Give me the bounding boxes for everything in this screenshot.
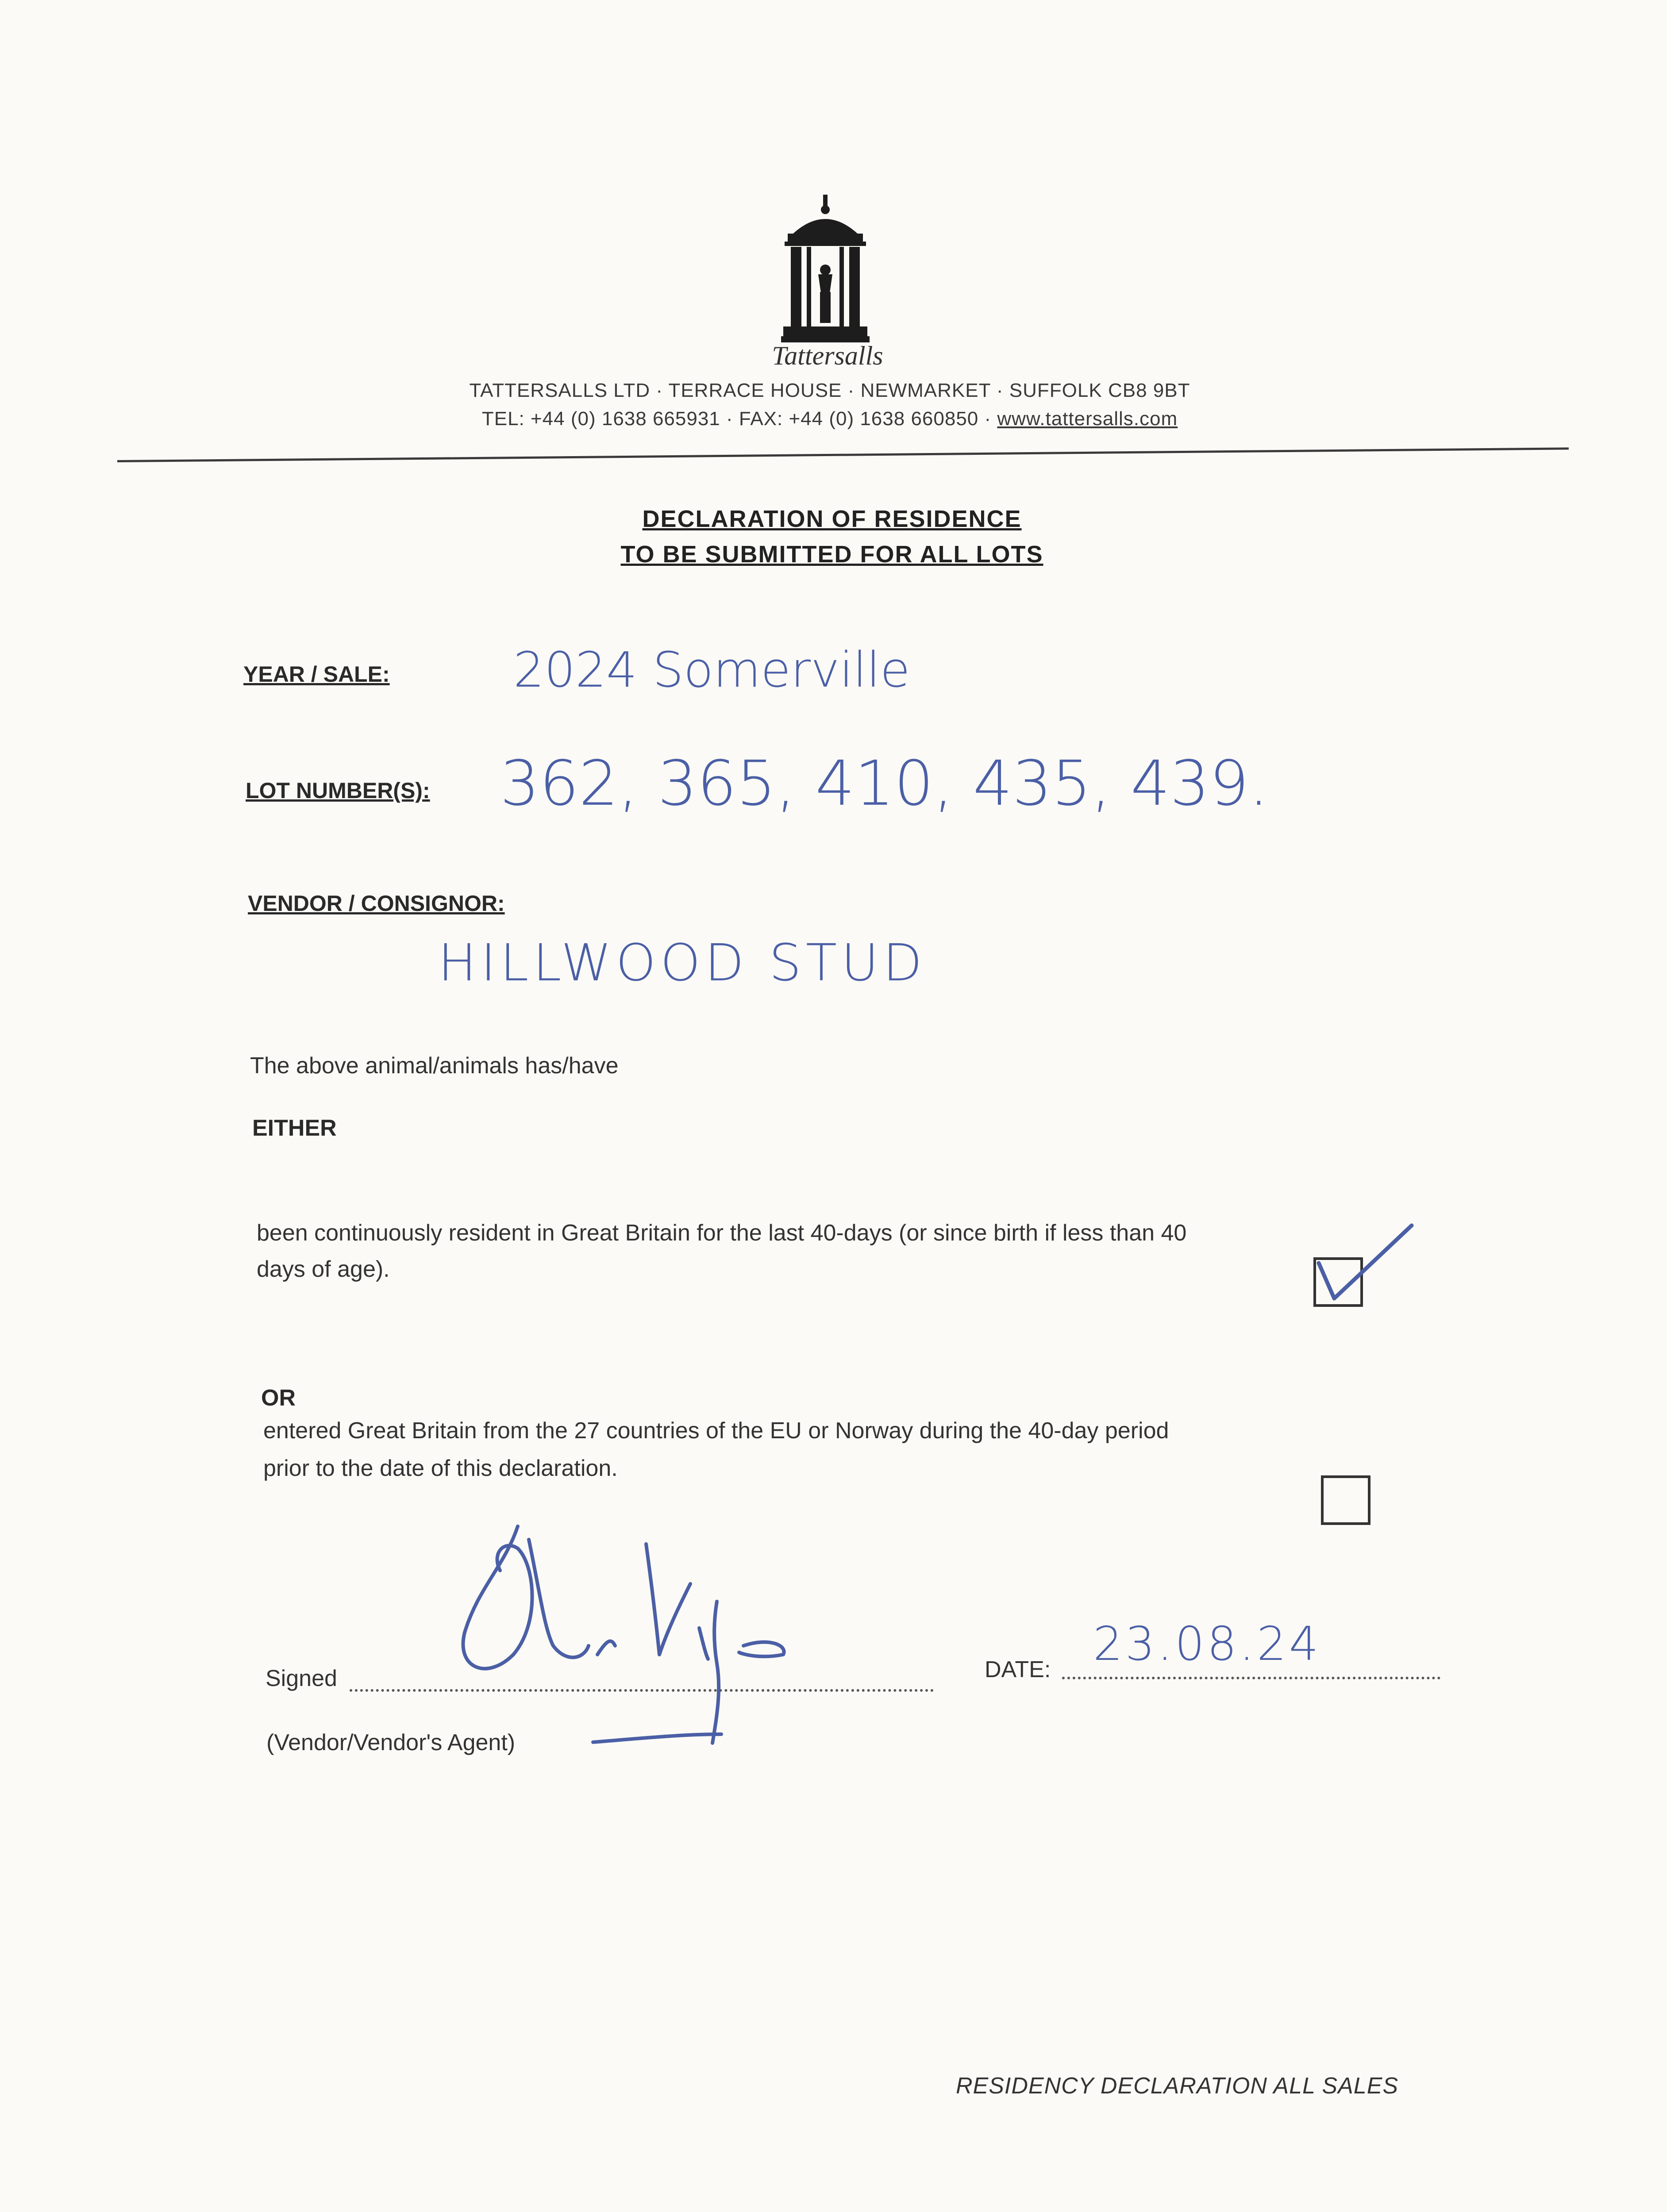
signer-role: (Vendor/Vendor's Agent)	[266, 1730, 516, 1755]
brand-name: Tattersalls	[772, 341, 883, 370]
handwritten-signature[interactable]	[451, 1513, 974, 1761]
date-label: DATE:	[985, 1657, 1051, 1682]
checkmark-icon	[1310, 1221, 1443, 1310]
document-subtitle: TO BE SUBMITTED FOR ALL LOTS	[620, 541, 1043, 568]
vendor-consignor-value[interactable]: HILLWOOD STUD	[438, 933, 927, 993]
option1-text-line2: days of age).	[257, 1256, 390, 1282]
signed-label: Signed	[266, 1666, 337, 1691]
year-sale-label: YEAR / SALE:	[243, 662, 390, 687]
date-line	[1062, 1677, 1440, 1679]
website-link[interactable]: www.tattersalls.com	[997, 408, 1178, 430]
tattersalls-logo-icon	[781, 195, 870, 345]
vendor-consignor-label: VENDOR / CONSIGNOR:	[248, 891, 505, 916]
statement-intro: The above animal/animals has/have	[250, 1053, 619, 1079]
footer-form-name: RESIDENCY DECLARATION ALL SALES	[956, 2073, 1399, 2099]
header-divider	[117, 447, 1569, 462]
either-heading: EITHER	[252, 1115, 337, 1141]
lot-numbers-label: LOT NUMBER(S):	[246, 778, 430, 803]
option2-text-line1: entered Great Britain from the 27 countries of the EU or Norway during the 40-day period	[263, 1418, 1169, 1444]
option2-checkbox[interactable]	[1321, 1475, 1371, 1525]
year-sale-value[interactable]: 2024 Somerville	[513, 641, 910, 698]
or-heading: OR	[261, 1385, 296, 1411]
company-contact	[398, 408, 1261, 430]
company-address: TATTERSALLS LTD · TERRACE HOUSE · NEWMARKET · SUFFOLK CB8 9BT	[469, 380, 1190, 401]
option1-text-line1: been continuously resident in Great Britain for the last 40-days (or since birth if less than 40	[257, 1220, 1187, 1246]
contact-numbers: TEL: +44 (0) 1638 665931 · FAX: +44 (0) 1638 660850 ·	[481, 408, 997, 430]
option2-text-line2: prior to the date of this declaration.	[263, 1455, 618, 1481]
date-value[interactable]: 23.08.24	[1093, 1617, 1321, 1671]
lot-numbers-value[interactable]: 362, 365, 410, 435, 439.	[500, 748, 1269, 820]
document-title: DECLARATION OF RESIDENCE	[642, 506, 1022, 532]
